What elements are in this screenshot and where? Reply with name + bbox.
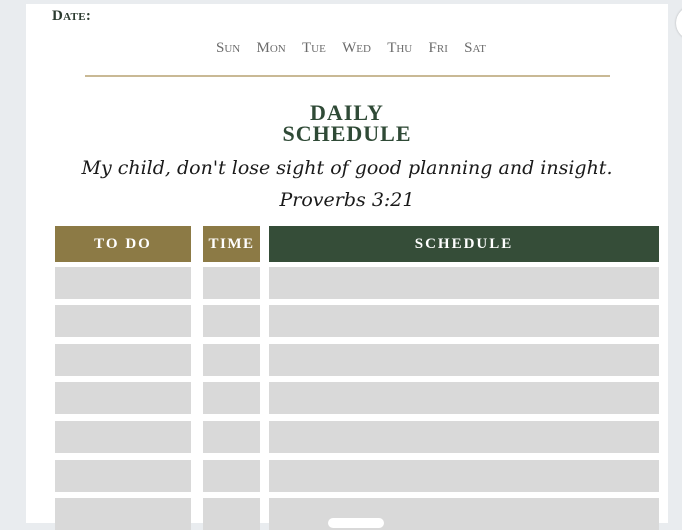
day-sat[interactable]: Sat [464, 40, 486, 56]
schedule-column-header: SCHEDULE [269, 226, 659, 262]
page-title-line1: DAILY [310, 100, 384, 125]
time-cell[interactable] [203, 305, 260, 337]
planner-page [26, 4, 668, 523]
day-tue[interactable]: Tue [302, 40, 326, 56]
schedule-cell[interactable] [269, 344, 659, 376]
day-mon[interactable]: Mon [256, 40, 286, 56]
day-fri[interactable]: Fri [428, 40, 448, 56]
verse-reference: Proverbs 3:21 [279, 189, 415, 211]
day-wed[interactable]: Wed [342, 40, 371, 56]
schedule-cell[interactable] [269, 382, 659, 414]
time-cell[interactable] [203, 382, 260, 414]
time-cell[interactable] [203, 267, 260, 299]
todo-column-header: TO DO [55, 226, 191, 262]
todo-cell[interactable] [55, 421, 191, 453]
time-cell[interactable] [203, 344, 260, 376]
schedule-cell[interactable] [269, 305, 659, 337]
time-column-header: TIME [203, 226, 260, 262]
time-cell[interactable] [203, 498, 260, 530]
schedule-cell[interactable] [269, 421, 659, 453]
time-cell[interactable] [203, 460, 260, 492]
todo-cell[interactable] [55, 267, 191, 299]
verse-text: My child, don't lose sight of good planning and insight. [81, 157, 613, 179]
day-sun[interactable]: Sun [216, 40, 241, 56]
weekday-row [216, 40, 486, 57]
schedule-cell[interactable] [269, 460, 659, 492]
date-label: Date: [52, 8, 92, 24]
day-thu[interactable]: Thu [387, 40, 413, 56]
divider [85, 75, 610, 77]
todo-cell[interactable] [55, 305, 191, 337]
schedule-cell[interactable] [269, 498, 659, 530]
page-title-line2: SCHEDULE [282, 121, 412, 146]
todo-cell[interactable] [55, 498, 191, 530]
schedule-cell[interactable] [269, 267, 659, 299]
time-cell[interactable] [203, 421, 260, 453]
bottom-handle[interactable] [328, 518, 384, 528]
todo-cell[interactable] [55, 460, 191, 492]
floating-button[interactable] [676, 6, 682, 40]
todo-cell[interactable] [55, 344, 191, 376]
todo-cell[interactable] [55, 382, 191, 414]
